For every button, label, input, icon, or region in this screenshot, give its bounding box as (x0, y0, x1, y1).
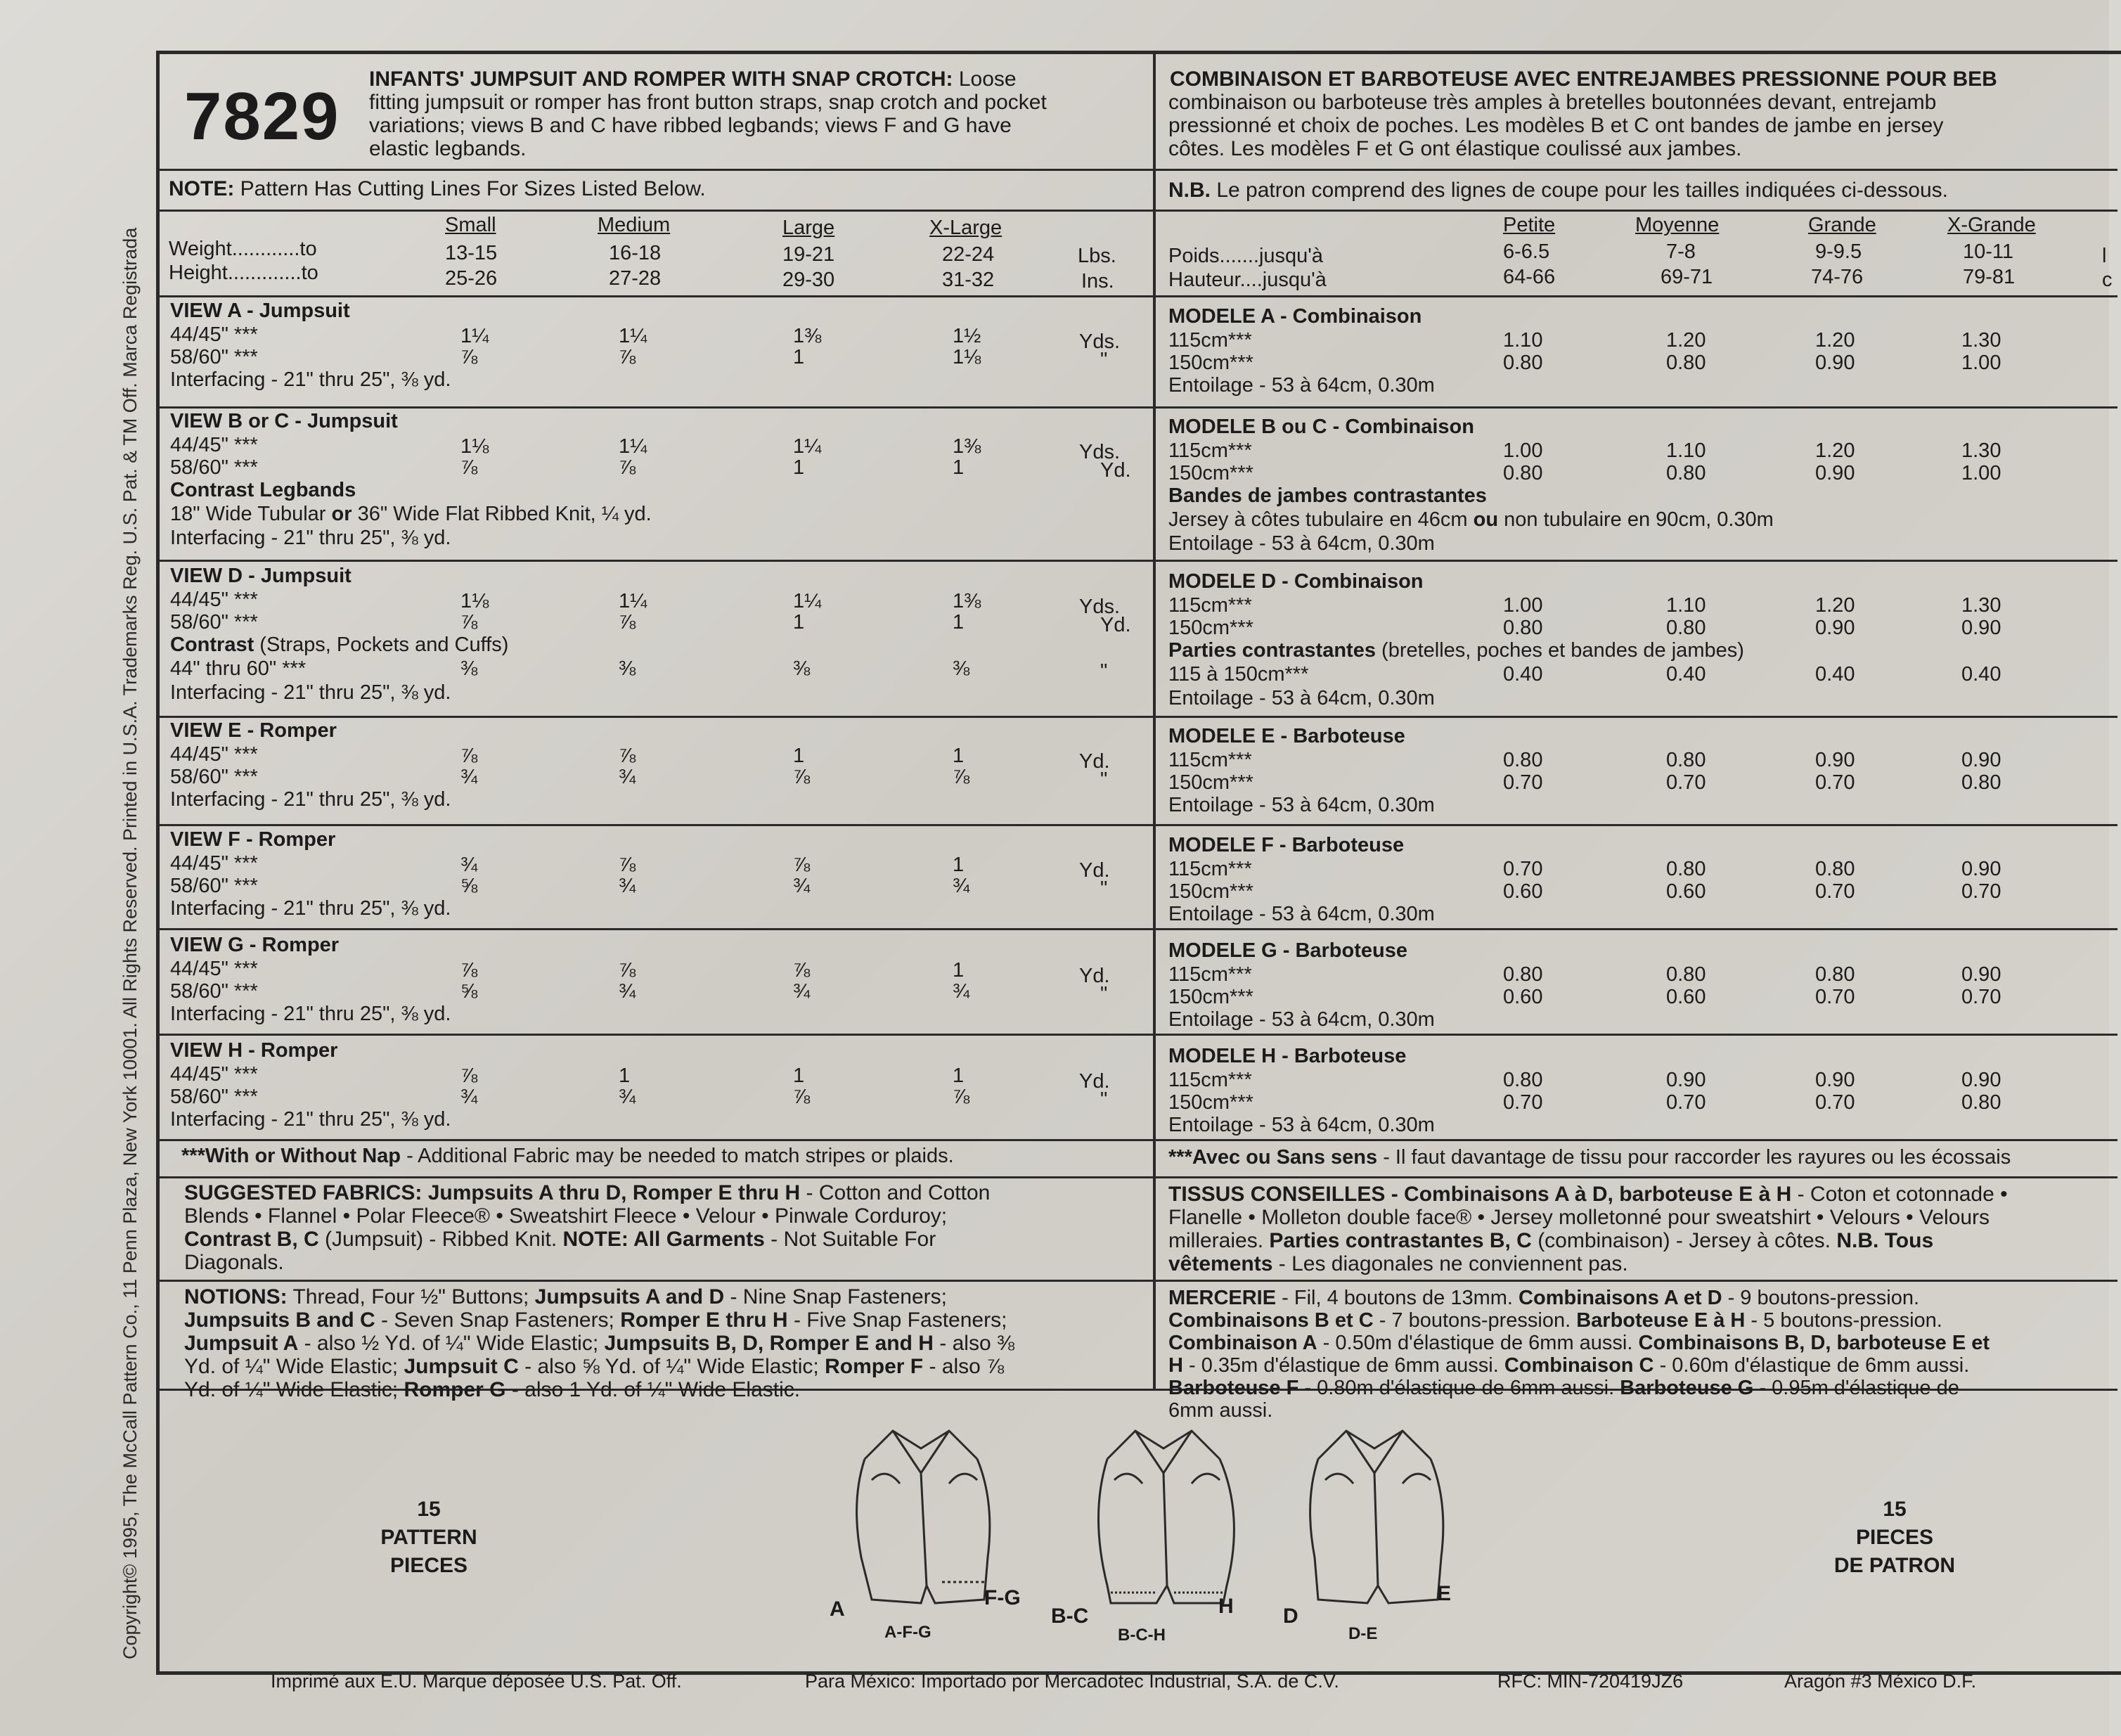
yardage-value: 1 (793, 1065, 805, 1087)
meterage-value: 0.70 (1666, 771, 1706, 794)
fr-title-line: combinaison ou barboteuse très amples à bretelles boutonnées devant, entrejamb (1168, 91, 1937, 114)
size-header: X-Large (929, 217, 1003, 239)
yardage-value: ¾ (619, 1086, 636, 1108)
fr-view-title: MODELE D - Combinaison (1168, 570, 1424, 593)
yardage-value: ⅜ (953, 657, 970, 680)
fr-view-title: MODELE E - Barboteuse (1168, 725, 1405, 747)
meterage-value: 0.40 (1961, 663, 2001, 686)
fr-weight-label: Poids.......jusqu'à (1168, 245, 1323, 267)
fr-weight-value: 6-6.5 (1503, 240, 1550, 263)
meterage-value: 0.70 (1815, 880, 1855, 903)
meterage-value: 0.60 (1666, 986, 1706, 1008)
meterage-value: 1.20 (1815, 594, 1855, 617)
fr-height-value: 69-71 (1661, 266, 1713, 288)
interfacing: Interfacing - 21" thru 25", ⅜ yd. (170, 527, 451, 549)
meterage-value: 0.70 (1503, 858, 1543, 880)
meterage-value: 0.90 (1961, 617, 2001, 639)
title-line: INFANTS' JUMPSUIT AND ROMPER WITH SNAP CROTCH: Loose (369, 67, 1017, 91)
meterage-value: 0.80 (1815, 963, 1855, 986)
meterage-value: 0.70 (1503, 771, 1543, 794)
yardage-value: ¾ (619, 766, 636, 788)
fr-title-line: côtes. Les modèles F et G ont élastique coulissé aux jambes. (1168, 137, 1742, 160)
fr-fabric-width: 150cm*** (1168, 617, 1253, 639)
view-title: VIEW B or C - Jumpsuit (170, 410, 398, 432)
yardage-value: ¾ (619, 875, 636, 897)
title-line: fitting jumpsuit or romper has front button straps, snap crotch and pocket (369, 91, 1047, 114)
meterage-value: 0.40 (1815, 663, 1855, 686)
meterage-value: 1.10 (1666, 594, 1706, 617)
fr-fabric-width: 115cm*** (1168, 594, 1252, 617)
sketch-label: A (830, 1597, 845, 1621)
fr-weight-value: 7-8 (1666, 240, 1696, 263)
yardage-value: ⅞ (460, 456, 478, 479)
fr-fabric-width: 115cm*** (1168, 963, 1252, 986)
pattern-number: 7829 (184, 79, 340, 154)
unit: Yd. (1100, 459, 1131, 482)
fr-view-title: MODELE H - Barboteuse (1168, 1045, 1407, 1067)
fr-title-line: pressionné et choix de poches. Les modèles B et C ont bandes de jambe en jersey (1168, 114, 1944, 137)
fr-contrast-title: Bandes de jambes contrastantes (1168, 484, 1487, 507)
yardage-value: ⅞ (619, 456, 636, 479)
fr-height-value: 79-81 (1963, 266, 2016, 288)
yardage-value: 1 (793, 611, 805, 634)
view-title: VIEW F - Romper (170, 828, 336, 851)
sketch-label: B-C-H (1118, 1626, 1166, 1645)
weight-unit: Lbs. (1078, 245, 1116, 267)
meterage-value: 0.80 (1503, 963, 1543, 986)
fr-fabric-width: 115cm*** (1168, 858, 1252, 880)
meterage-value: 0.80 (1503, 462, 1543, 484)
weight-label: Weight............to (169, 238, 317, 260)
meterage-value: 0.80 (1503, 617, 1543, 639)
meterage-value: 0.80 (1503, 352, 1543, 374)
yardage-value: 1¼ (460, 325, 489, 347)
meterage-value: 1.00 (1961, 462, 2001, 484)
divider (156, 169, 2117, 171)
meterage-value: 0.70 (1961, 986, 2001, 1008)
unit: Yd. (1079, 750, 1110, 773)
meterage-value: 0.60 (1503, 880, 1543, 903)
unit: Yd. (1079, 1070, 1110, 1093)
fr-fabric-width: 115 à 150cm*** (1168, 663, 1309, 686)
yardage-value: 1¼ (619, 325, 647, 347)
fr-title-line: COMBINAISON ET BARBOTEUSE AVEC ENTREJAMBES PRESSIONNE POUR BEB (1170, 67, 1997, 91)
yardage-value: ⅞ (619, 346, 636, 368)
language-divider (1153, 51, 1156, 1390)
height-value: 29-30 (782, 269, 835, 291)
meterage-value: 0.60 (1666, 880, 1706, 903)
divider (156, 1139, 2117, 1141)
size-header: Large (782, 217, 835, 239)
fr-interfacing: Entoilage - 53 à 64cm, 0.30m (1168, 1114, 1435, 1136)
meterage-value: 0.90 (1815, 352, 1855, 374)
meterage-value: 1.00 (1961, 352, 2001, 374)
yardage-value: 1⅜ (953, 435, 981, 458)
fr-fabric-width: 115cm*** (1168, 439, 1252, 462)
fabric-width: 44/45" *** (170, 323, 258, 346)
meterage-value: 0.80 (1666, 749, 1706, 771)
yardage-value: 1¼ (619, 435, 647, 458)
weight-value: 16-18 (609, 242, 662, 264)
fabric-width: 44/45" *** (170, 589, 258, 611)
meterage-value: 0.90 (1815, 749, 1855, 771)
copyright-side-text: Copyright© 1995, The McCall Pattern Co., 11 Penn Plaza, New York 10001. All Rights Reserved. Printed in U.S.A. Trademarks Reg. U.S. Pat. & TM Off. Marca Registrada (120, 227, 141, 1659)
yardage-value: 1 (953, 611, 965, 634)
meterage-value: 0.70 (1815, 1091, 1855, 1114)
yardage-value: 1 (793, 745, 805, 767)
fr-interfacing: Entoilage - 53 à 64cm, 0.30m (1168, 374, 1435, 397)
unit: Yds. (1079, 441, 1121, 463)
divider (156, 560, 2117, 562)
yardage-value: ¾ (793, 875, 811, 897)
yardage-value: ⅜ (619, 657, 636, 680)
sketch-label: D (1283, 1605, 1298, 1628)
note: NOTE: Pattern Has Cutting Lines For Sizes Listed Below. (169, 177, 706, 200)
yardage-value: 1⅜ (793, 325, 822, 347)
fabric-width: 44/45" *** (170, 958, 258, 980)
meterage-value: 0.90 (1666, 1069, 1706, 1091)
meterage-value: 1.20 (1815, 329, 1855, 352)
unit: " (1100, 983, 1108, 1005)
unit: " (1100, 660, 1108, 683)
meterage-value: 1.30 (1961, 594, 2001, 617)
fabric-width: 58/60" *** (170, 1086, 258, 1108)
divider (156, 406, 2117, 409)
notions: NOTIONS: Thread, Four ½" Buttons; Jumpsuits A and D - Nine Snap Fasteners; Jumpsuits B and C - Seven Snap Fasteners; Romper E thru H - Five Snap Fasteners; Jumpsuit A - also ½ Yd. of ¼" Wide Elastic; Jumpsuits B, D, Romper E and H - also ⅜ Yd. of ¼" Wide Elastic; Jumpsuit C - also ⅝ Yd. of ¼" Wide Elastic; Romper F - also ⅞ Yd. of ¼" Wide Elastic; Romper G - also 1 Yd. of ¼" Wide Elastic. (184, 1285, 1014, 1401)
interfacing: Interfacing - 21" thru 25", ⅜ yd. (170, 681, 451, 704)
fr-contrast-legbands: Jersey à côtes tubulaire en 46cm ou non tubulaire en 90cm, 0.30m (1168, 508, 1774, 531)
fr-size-header: Petite (1503, 214, 1556, 236)
size-header: Small (445, 214, 496, 236)
footer-address: Aragón #3 México D.F. (1784, 1671, 1977, 1692)
unit: " (1100, 769, 1108, 791)
yardage-value: 1⅛ (460, 435, 489, 458)
view-title: VIEW A - Jumpsuit (170, 300, 350, 322)
fabric-width: 58/60" *** (170, 456, 258, 479)
fr-mercerie: MERCERIE - Fil, 4 boutons de 13mm. Combinaisons A et D - 9 boutons-pression. Combinaisons B et C - 7 boutons-pression. Barboteuse E à H - 5 boutons-pression. Combinaison A - 0.50m d'élastique de 6mm aussi. Combinaisons B, D, barboteuse E et H - 0.35m d'élastique de 6mm aussi. Combinaison C - 0.60m d'élastique de 6mm aussi. Barboteuse F - 0.80m d'élastique de 6mm aussi. Barboteuse G - 0.95m d'élastique de 6mm aussi. (1168, 1287, 1990, 1422)
view-title: VIEW G - Romper (170, 934, 340, 956)
divider (156, 1034, 2117, 1036)
yardage-value: ⅞ (793, 854, 811, 876)
contrast-legbands: 18" Wide Tubular or 36" Wide Flat Ribbed Knit, ¼ yd. (170, 503, 652, 525)
fr-fabric-width: 150cm*** (1168, 462, 1253, 484)
unit: Yd. (1079, 965, 1110, 987)
fabric-width: 44/45" *** (170, 434, 258, 456)
fabric-width: 58/60" *** (170, 766, 258, 788)
divider (156, 210, 2117, 212)
divider (156, 824, 2117, 826)
yardage-value: ⅝ (460, 980, 478, 1003)
fr-interfacing: Entoilage - 53 à 64cm, 0.30m (1168, 794, 1435, 816)
yardage-value: ⅞ (793, 959, 811, 982)
yardage-value: 1 (619, 1065, 631, 1087)
sketch-label: H (1218, 1595, 1234, 1618)
footer-import: Para México: Importado por Mercadotec Industrial, S.A. de C.V. (805, 1671, 1339, 1692)
meterage-value: 1.20 (1815, 439, 1855, 462)
fabric-width: 58/60" *** (170, 980, 258, 1003)
fr-fabric-width: 150cm*** (1168, 771, 1253, 794)
fr-interfacing: Entoilage - 53 à 64cm, 0.30m (1168, 687, 1435, 709)
meterage-value: 0.70 (1961, 880, 2001, 903)
divider (156, 1280, 2117, 1282)
size-header: Medium (598, 214, 671, 236)
fr-view-title: MODELE A - Combinaison (1168, 305, 1422, 328)
yardage-value: ⅞ (793, 766, 811, 788)
yardage-value: ⅞ (460, 611, 478, 634)
height-label: Height.............to (169, 262, 318, 284)
unit: Yd. (1079, 859, 1110, 882)
fr-interfacing: Entoilage - 53 à 64cm, 0.30m (1168, 903, 1435, 925)
height-value: 27-28 (609, 267, 662, 290)
fr-pattern-pieces-count: 15 PIECES DE PATRON (1833, 1498, 1956, 1577)
weight-value: 19-21 (782, 243, 835, 266)
yardage-value: 1½ (953, 325, 981, 347)
fr-fabric-width: 150cm*** (1168, 352, 1253, 374)
meterage-value: 0.80 (1666, 352, 1706, 374)
jumpsuit-sketch-a-f-g (844, 1417, 1005, 1628)
fr-fabric-width: 115cm*** (1168, 329, 1252, 352)
unit: " (1100, 877, 1108, 900)
yardage-value: ⅞ (793, 1086, 811, 1108)
yardage-value: 1⅛ (953, 346, 981, 368)
yardage-value: ⅜ (460, 657, 478, 680)
fr-weight-unit: l (2102, 245, 2107, 267)
fr-height-value: 64-66 (1503, 266, 1556, 288)
fr-size-header: Moyenne (1635, 214, 1720, 236)
fr-view-title: MODELE G - Barboteuse (1168, 939, 1407, 962)
sketch-label: B-C (1051, 1605, 1089, 1628)
fabric-width: 58/60" *** (170, 875, 258, 897)
fr-size-header: Grande (1808, 214, 1876, 236)
meterage-value: 0.40 (1503, 663, 1543, 686)
meterage-value: 0.90 (1961, 963, 2001, 986)
sketch-label: F-G (984, 1586, 1021, 1609)
meterage-value: 1.10 (1666, 439, 1706, 462)
contrast-title: Contrast (Straps, Pockets and Cuffs) (170, 634, 509, 656)
yardage-value: ⅞ (619, 959, 636, 982)
fr-height-label: Hauteur....jusqu'à (1168, 269, 1327, 291)
view-title: VIEW D - Jumpsuit (170, 565, 352, 587)
yardage-value: ¾ (953, 875, 970, 897)
interfacing: Interfacing - 21" thru 25", ⅜ yd. (170, 1003, 451, 1025)
romper-sketch-d-e (1297, 1417, 1459, 1628)
yardage-value: 1¼ (793, 590, 822, 612)
fr-fabric-width: 115cm*** (1168, 1069, 1252, 1091)
fr-fabric-width: 150cm*** (1168, 1091, 1253, 1114)
sketch-label: D-E (1348, 1624, 1378, 1643)
title-line: variations; views B and C have ribbed legbands; views F and G have (369, 114, 1012, 137)
yardage-value: ⅞ (953, 1086, 970, 1108)
meterage-value: 0.80 (1503, 749, 1543, 771)
weight-value: 13-15 (445, 242, 498, 264)
meterage-value: 1.30 (1961, 329, 2001, 352)
yardage-value: ¾ (793, 980, 811, 1003)
meterage-value: 0.60 (1503, 986, 1543, 1008)
meterage-value: 0.80 (1666, 617, 1706, 639)
meterage-value: 0.90 (1961, 1069, 2001, 1091)
meterage-value: 0.70 (1815, 771, 1855, 794)
meterage-value: 0.80 (1666, 462, 1706, 484)
view-title: VIEW H - Romper (170, 1039, 338, 1062)
meterage-value: 1.30 (1961, 439, 2001, 462)
fr-height-unit: c (2102, 269, 2113, 291)
fabric-width: 58/60" *** (170, 346, 258, 368)
meterage-value: 1.10 (1503, 329, 1543, 352)
fr-fabric-width: 150cm*** (1168, 880, 1253, 903)
yardage-value: 1 (953, 456, 965, 479)
footer-imprint: Imprimé aux E.U. Marque déposée U.S. Pat. Off. (271, 1671, 682, 1692)
sketch-label: A-F-G (884, 1623, 931, 1642)
yardage-value: ¾ (460, 1086, 478, 1108)
meterage-value: 0.80 (1666, 858, 1706, 880)
fr-note: N.B. Le patron comprend des lignes de coupe pour les tailles indiquées ci-dessous. (1168, 179, 1948, 202)
unit: Yds. (1079, 596, 1121, 618)
yardage-value: 1 (953, 854, 965, 876)
yardage-value: 1 (953, 745, 965, 767)
meterage-value: 0.90 (1961, 858, 2001, 880)
unit: Yds. (1079, 330, 1121, 353)
yardage-value: ⅝ (460, 875, 478, 897)
fabric-width: 44" thru 60" *** (170, 657, 307, 680)
yardage-value: ⅞ (619, 745, 636, 767)
fr-contrast-title: Parties contrastantes (bretelles, poches et bandes de jambes) (1168, 639, 1744, 662)
yardage-value: ¾ (460, 766, 478, 788)
fabric-width: 44/45" *** (170, 743, 258, 766)
fr-height-value: 74-76 (1811, 266, 1864, 288)
fr-size-header: X-Grande (1947, 214, 2036, 236)
meterage-value: 1.00 (1503, 594, 1543, 617)
yardage-value: 1¼ (619, 590, 647, 612)
meterage-value: 0.90 (1815, 617, 1855, 639)
interfacing: Interfacing - 21" thru 25", ⅜ yd. (170, 788, 451, 811)
meterage-value: 0.80 (1666, 963, 1706, 986)
meterage-value: 0.80 (1815, 858, 1855, 880)
height-value: 25-26 (445, 267, 498, 290)
yardage-value: 1⅜ (953, 590, 981, 612)
yardage-value: ¾ (953, 980, 970, 1003)
sketch-label: E (1437, 1582, 1452, 1605)
fabric-width: 44/45" *** (170, 852, 258, 875)
yardage-value: 1⅛ (460, 590, 489, 612)
yardage-value: 1 (953, 1065, 965, 1087)
view-title: VIEW E - Romper (170, 719, 337, 742)
divider (156, 928, 2117, 930)
interfacing: Interfacing - 21" thru 25", ⅜ yd. (170, 368, 451, 391)
meterage-value: 0.40 (1666, 663, 1706, 686)
unit: " (1100, 1088, 1108, 1111)
fr-suggested-fabrics: TISSUS CONSEILLES - Combinaisons A à D, barboteuse E à H - Coton et cotonnade • Flanelle • Molleton double face® • Jersey molletonné pour sweatshirt • Velours • Velours milleraies. Parties contrastantes B, C (combinaison) - Jersey à côtes. N.B. Tous vêtements - Les diagonales ne conviennent pas. (1168, 1183, 2008, 1275)
interfacing: Interfacing - 21" thru 25", ⅜ yd. (170, 897, 451, 920)
fr-interfacing: Entoilage - 53 à 64cm, 0.30m (1168, 532, 1435, 555)
fr-view-title: MODELE B ou C - Combinaison (1168, 416, 1474, 438)
yardage-value: ⅞ (953, 766, 970, 788)
yardage-value: ⅞ (460, 745, 478, 767)
meterage-value: 0.80 (1961, 771, 2001, 794)
yardage-value: 1 (793, 456, 805, 479)
yardage-value: ⅞ (460, 959, 478, 982)
meterage-value: 0.90 (1961, 749, 2001, 771)
fr-fabric-width: 150cm*** (1168, 986, 1253, 1008)
pattern-pieces-count: 15 PATTERN PIECES (380, 1498, 477, 1577)
yardage-value: ⅞ (619, 611, 636, 634)
divider (156, 716, 2117, 718)
fr-view-title: MODELE F - Barboteuse (1168, 834, 1405, 856)
yardage-value: ¾ (460, 854, 478, 876)
meterage-value: 0.90 (1815, 1069, 1855, 1091)
meterage-value: 1.00 (1503, 439, 1543, 462)
divider (156, 1176, 2117, 1178)
fr-weight-value: 9-9.5 (1815, 240, 1862, 263)
meterage-value: 0.80 (1961, 1091, 2001, 1114)
yardage-value: 1 (793, 346, 805, 368)
meterage-value: 0.70 (1666, 1091, 1706, 1114)
unit: " (1100, 349, 1108, 371)
meterage-value: 0.70 (1503, 1091, 1543, 1114)
contrast-title: Contrast Legbands (170, 479, 356, 501)
interfacing: Interfacing - 21" thru 25", ⅜ yd. (170, 1108, 451, 1131)
title-line: elastic legbands. (369, 137, 527, 160)
footer-rfc: RFC: MIN-720419JZ6 (1497, 1671, 1684, 1692)
fr-fabric-width: 115cm*** (1168, 749, 1252, 771)
fr-weight-value: 10-11 (1963, 240, 2014, 263)
yardage-value: 1¼ (793, 435, 822, 458)
fabric-width: 58/60" *** (170, 611, 258, 634)
yardage-value: 1 (953, 959, 965, 982)
nap-note: ***With or Without Nap - Additional Fabric may be needed to match stripes or plaids. (181, 1145, 954, 1167)
yardage-value: ¾ (619, 980, 636, 1003)
meterage-value: 0.70 (1815, 986, 1855, 1008)
yardage-value: ⅜ (793, 657, 811, 680)
yardage-value: ⅞ (460, 1065, 478, 1087)
meterage-value: 1.20 (1666, 329, 1706, 352)
weight-value: 22-24 (942, 243, 995, 266)
yardage-value: ⅞ (619, 854, 636, 876)
divider (156, 295, 2117, 297)
unit: Yd. (1100, 614, 1131, 636)
fabric-width: 44/45" *** (170, 1063, 258, 1086)
suggested-fabrics: SUGGESTED FABRICS: Jumpsuits A thru D, Romper E thru H - Cotton and Cotton Blends • Flannel • Polar Fleece® • Sweatshirt Fleece • Velour • Pinwale Corduroy; Contrast B, C (Jumpsuit) - Ribbed Knit. NOTE: All Garments - Not Suitable For Diagonals. (184, 1181, 991, 1274)
meterage-value: 0.80 (1503, 1069, 1543, 1091)
meterage-value: 0.90 (1815, 462, 1855, 484)
height-value: 31-32 (942, 269, 995, 291)
fr-interfacing: Entoilage - 53 à 64cm, 0.30m (1168, 1008, 1435, 1031)
fr-nap-note: ***Avec ou Sans sens - Il faut davantage de tissu pour raccorder les rayures ou les écossais (1168, 1146, 2011, 1169)
height-unit: Ins. (1081, 270, 1114, 292)
yardage-value: ⅞ (460, 346, 478, 368)
